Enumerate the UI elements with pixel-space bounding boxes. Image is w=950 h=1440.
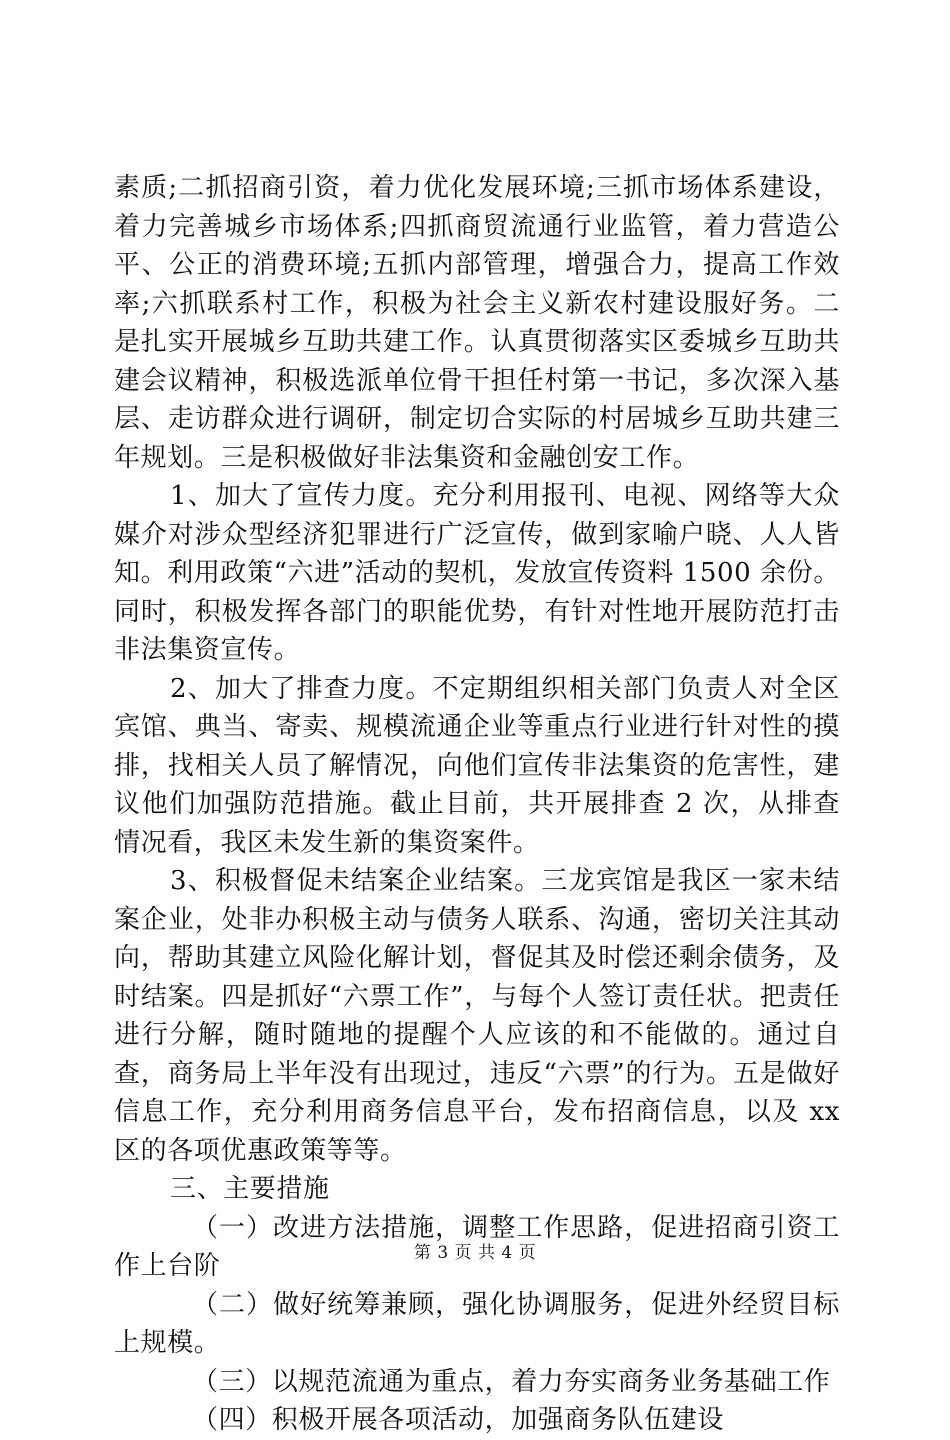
paragraph: 素质;二抓招商引资，着力优化发展环境;三抓市场体系建设，着力完善城乡市场体系;四抓商贸流通行业监管，着力营造公平、公正的消费环境;五抓内部管理，增强合力，提高工作效率;六抓联系村工作，积极为社会主义新农村建设服好务。二是扎实开展城乡互助共建工作。认真贯彻落实区委城乡互助共建会议精神，积极选派单位骨干担任村第一书记，多次深入基层、走访群众进行调研，制定切合实际的村居城乡互助共建三年规划。三是积极做好非法集资和金融创安工作。 — [114, 173, 840, 473]
measure-item: （四）积极开展各项活动，加强商务队伍建设 — [192, 1405, 725, 1435]
measure-item: （二）做好统筹兼顾，强化协调服务，促进外经贸目标上规模。 — [114, 1289, 840, 1358]
measure-item: （三）以规范流通为重点，着力夯实商务业务基础工作 — [192, 1366, 831, 1397]
paragraph: 1、加大了宣传力度。充分利用报刊、电视、网络等大众媒介对涉众型经济犯罪进行广泛宣传，做到家喻户晓、人人皆知。利用政策“六进”活动的契机，发放宣传资料 1500 余份。同时，积极发挥各部门的职能优势，有针对性地开展防范打击非法集资宣传。 — [114, 481, 840, 665]
page-number-footer: 第 3 页 共 4 页 — [413, 1243, 537, 1263]
paragraph: 2、加大了排查力度。不定期组织相关部门负责人对全区宾馆、典当、寄卖、规模流通企业等重点行业进行针对性的摸排，找相关人员了解情况，向他们宣传非法集资的危害性，建议他们加强防范措施。截止目前，共开展排查 2 次，从排查情况看，我区未发生新的集资案件。 — [114, 673, 840, 858]
section-heading: 三、主要措施 — [170, 1174, 330, 1204]
paragraph: 3、积极督促未结案企业结案。三龙宾馆是我区一家未结案企业，处非办积极主动与债务人联系、沟通，密切关注其动向，帮助其建立风险化解计划，督促其及时偿还剩余债务，及时结案。四是抓好“六票工作”，与每个人签订责任状。把责任进行分解，随时随地的提醒个人应该的和不能做的。通过自查，商务局上半年没有出现过，违反“六票”的行为。五是做好信息工作，充分利用商务信息平台，发布招商信息，以及 xx 区的各项优惠政策等等。 — [114, 866, 840, 1166]
measure-item: （一）改进方法措施，调整工作思路，促进招商引资工作上台阶 — [114, 1212, 840, 1281]
